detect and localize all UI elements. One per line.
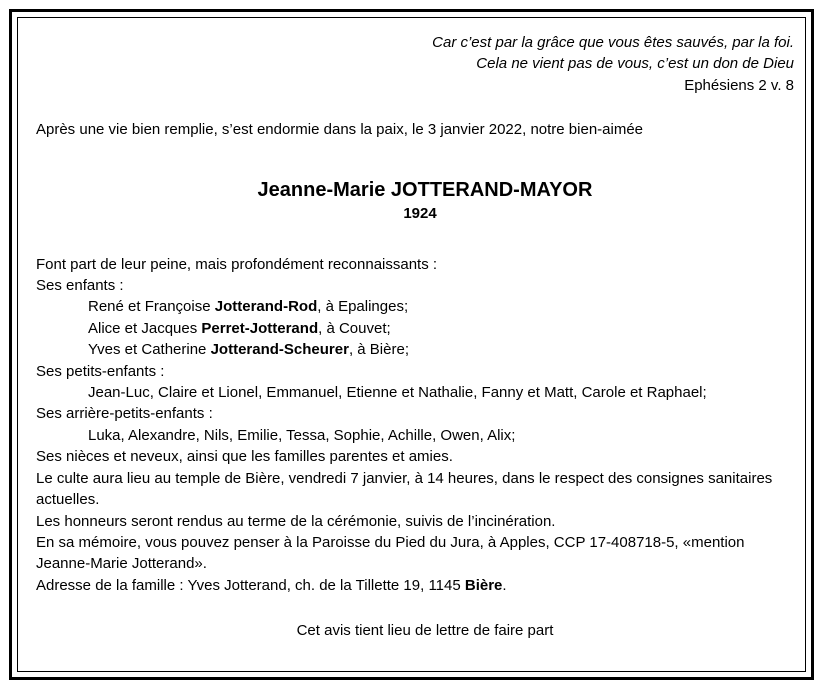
intro-text: Après une vie bien remplie, s’est endormie dans la paix, le 3 janvier 2022, notre bien-aimée: [36, 121, 644, 139]
child-place: , à Bière;: [348, 341, 409, 359]
family-address: [36, 575, 794, 596]
grandchildren-label: Ses petits-enfants :: [36, 362, 165, 380]
child-entry: [36, 339, 794, 360]
great-grandchildren-label: Ses arrière-petits-enfants :: [36, 405, 213, 423]
honours-text: Les honneurs seront rendus au terme de la cérémonie, suivis de l’incinération.: [36, 512, 556, 530]
children-label: Ses enfants :: [36, 277, 124, 295]
child-given-names: René et Françoise: [88, 298, 215, 316]
address-end: .: [502, 576, 507, 594]
epigraph-line-2: Cela ne vient pas de vous, c’est un don de Dieu: [476, 55, 794, 73]
relatives-text: Ses nièces et neveux, ainsi que les familles parentes et amies.: [36, 448, 453, 466]
deceased-name: Jeanne-Marie JOTTERAND-MAYOR: [257, 178, 593, 201]
child-given-names: Alice et Jacques: [88, 319, 202, 337]
epigraph: [36, 32, 794, 96]
great-grandchildren-names: Luka, Alexandre, Nils, Emilie, Tessa, Sophie, Achille, Owen, Alix;: [88, 426, 516, 444]
child-entry: [36, 318, 794, 339]
mourners-intro: Font part de leur peine, mais profondément reconnaissants :: [36, 255, 438, 273]
closing-text: Cet avis tient lieu de lettre de faire part: [296, 622, 554, 640]
donation-text: En sa mémoire, vous pouvez penser à la Paroisse du Pied du Jura, à Apples, CCP 17-408718-5, «mention Jeanne-Marie Jotterand».: [36, 533, 745, 573]
grandchildren-names: Jean-Luc, Claire et Lionel, Emmanuel, Etienne et Nathalie, Fanny et Matt, Carole et Raphael;: [88, 384, 707, 402]
service-text: Le culte aura lieu au temple de Bière, vendredi 7 janvier, à 14 heures, dans le respect des consignes sanitaires actuelles.: [36, 469, 773, 509]
epigraph-line-1: Car c’est par la grâce que vous êtes sauvés, par la foi.: [432, 34, 794, 51]
child-family-name: Jotterand-Scheurer: [210, 341, 349, 359]
child-given-names: Yves et Catherine: [88, 341, 211, 359]
deceased-year: 1924: [403, 204, 437, 222]
notice-body: [36, 254, 794, 597]
address-town: Bière: [464, 576, 503, 594]
obituary-notice: [36, 30, 794, 642]
child-entry: [36, 296, 794, 317]
child-place: , à Epalinges;: [317, 298, 409, 316]
child-family-name: Perret-Jotterand: [201, 319, 319, 337]
address-text: Adresse de la famille : Yves Jotterand, ch. de la Tillette 19, 1145: [36, 576, 465, 594]
epigraph-reference: Ephésiens 2 v. 8: [684, 76, 794, 94]
child-place: , à Couvet;: [318, 319, 391, 337]
child-family-name: Jotterand-Rod: [214, 298, 318, 316]
deceased-block: [36, 177, 794, 224]
